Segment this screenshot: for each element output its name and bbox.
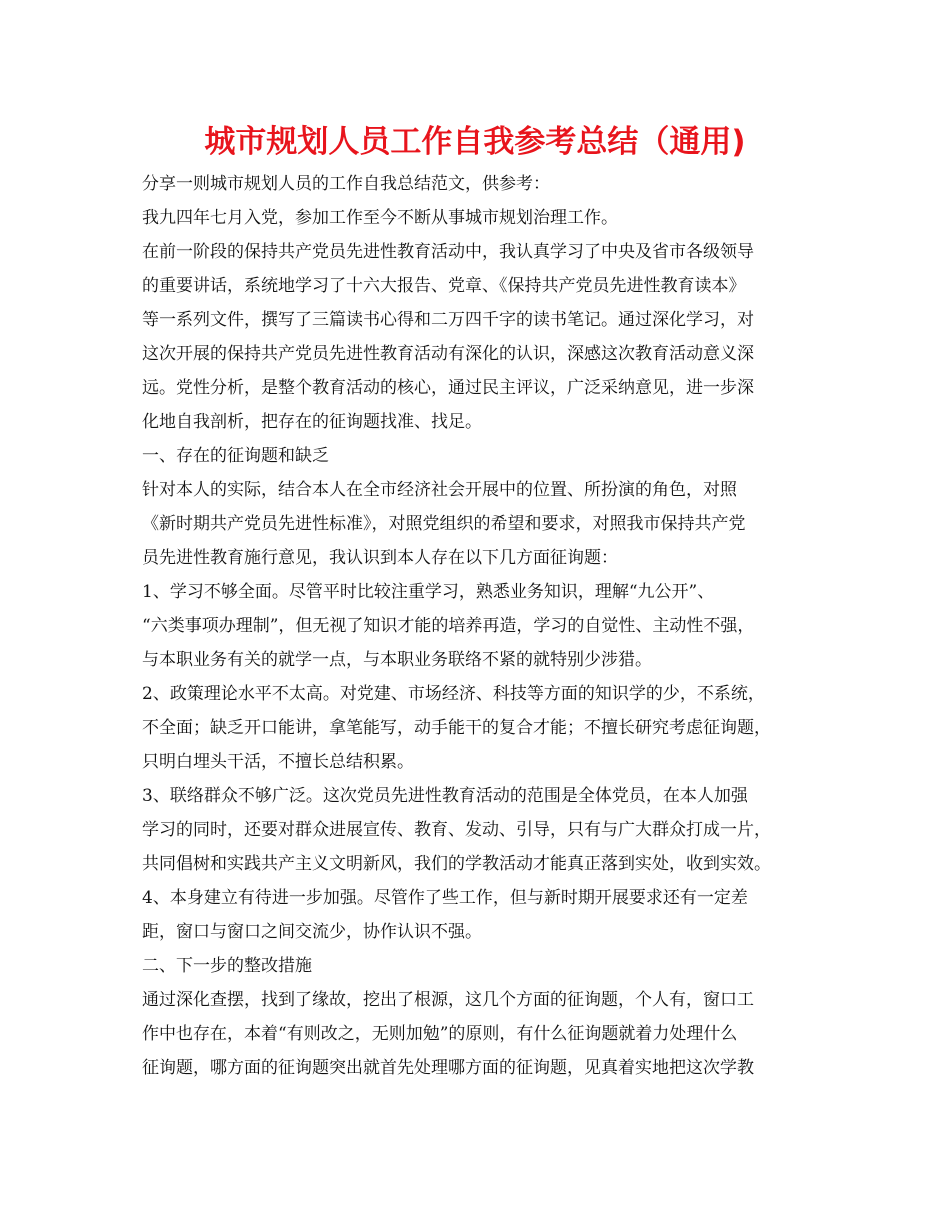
document-title: 城市规划人员工作自我参考总结（通用)	[204, 124, 746, 160]
list-item-line: 与本职业务有关的就学一点，与本职业务联络不紧的就特别少涉猎。	[142, 650, 652, 670]
list-item-line: 学习的同时，还要对群众进展宣传、教育、发动、引导，只有与广大群众打成一片，	[142, 820, 771, 840]
list-item-line: 2、政策理论水平不太高。对党建、市场经济、科技等方面的知识学的少，不系统，	[142, 684, 765, 704]
paragraph-line: 《新时期共产党员先进性标准》，对照党组织的希望和要求，对照我市保持共产党	[142, 514, 746, 534]
paragraph-line: 员先进性教育施行意见，我认识到本人存在以下几方面征询题：	[142, 548, 618, 568]
paragraph-line: 化地自我剖析，把存在的征询题找准、找足。	[142, 412, 482, 432]
paragraph-line: 分享一则城市规划人员的工作自我总结范文，供参考：	[142, 174, 550, 194]
paragraph-line: 征询题，哪方面的征询题突出就首先处理哪方面的征询题，见真着实地把这次学教	[142, 1058, 754, 1078]
paragraph-line: 远。党性分析，是整个教育活动的核心，通过民主评议，广泛采纳意见，进一步深	[142, 378, 754, 398]
document-body	[142, 167, 832, 1085]
list-item-line: 不全面；缺乏开口能讲，拿笔能写，动手能干的复合才能；不擅长研究考虑征询题，	[142, 718, 771, 738]
list-item-line: 3、联络群众不够广泛。这次党员先进性教育活动的范围是全体党员，在本人加强	[142, 786, 748, 806]
paragraph-line: 作中也存在，本着“有则改之，无则加勉”的原则，有什么征询题就着力处理什么	[142, 1024, 738, 1044]
paragraph-line: 这次开展的保持共产党员先进性教育活动有深化的认识，深感这次教育活动意义深	[142, 344, 754, 364]
list-item-line: 只明白埋头干活，不擅长总结积累。	[142, 752, 414, 772]
list-item-line: 4、本身建立有待进一步加强。尽管作了些工作，但与新时期开展要求还有一定差	[142, 888, 748, 908]
paragraph-line: 我九四年七月入党，参加工作至今不断从事城市规划治理工作。	[142, 208, 618, 228]
list-item-line: “六类事项办理制”，但无视了知识才能的培养再造，学习的自觉性、主动性不强，	[142, 616, 755, 636]
list-item-line: 距，窗口与窗口之间交流少，协作认识不强。	[142, 922, 482, 942]
paragraph-line: 针对本人的实际，结合本人在全市经济社会开展中的位置、所扮演的角色，对照	[142, 480, 737, 500]
section-heading: 一、存在的征询题和缺乏	[142, 446, 329, 466]
list-item-line: 1、学习不够全面。尽管平时比较注重学习，熟悉业务知识，理解“九公开”、	[142, 582, 715, 602]
paragraph-line: 在前一阶段的保持共产党员先进性教育活动中，我认真学习了中央及省市各级领导	[142, 242, 754, 262]
paragraph-line: 的重要讲话，系统地学习了十六大报告、党章、《保持共产党员先进性教育读本》	[142, 276, 746, 296]
section-heading: 二、下一步的整改措施	[142, 956, 312, 976]
paragraph-line: 等一系列文件，撰写了三篇读书心得和二万四千字的读书笔记。通过深化学习，对	[142, 310, 754, 330]
list-item-line: 共同倡树和实践共产主义文明新风，我们的学教活动才能真正落到实处，收到实效。	[142, 854, 771, 874]
paragraph-line: 通过深化查摆，找到了缘故，挖出了根源，这几个方面的征询题，个人有，窗口工	[142, 990, 754, 1010]
